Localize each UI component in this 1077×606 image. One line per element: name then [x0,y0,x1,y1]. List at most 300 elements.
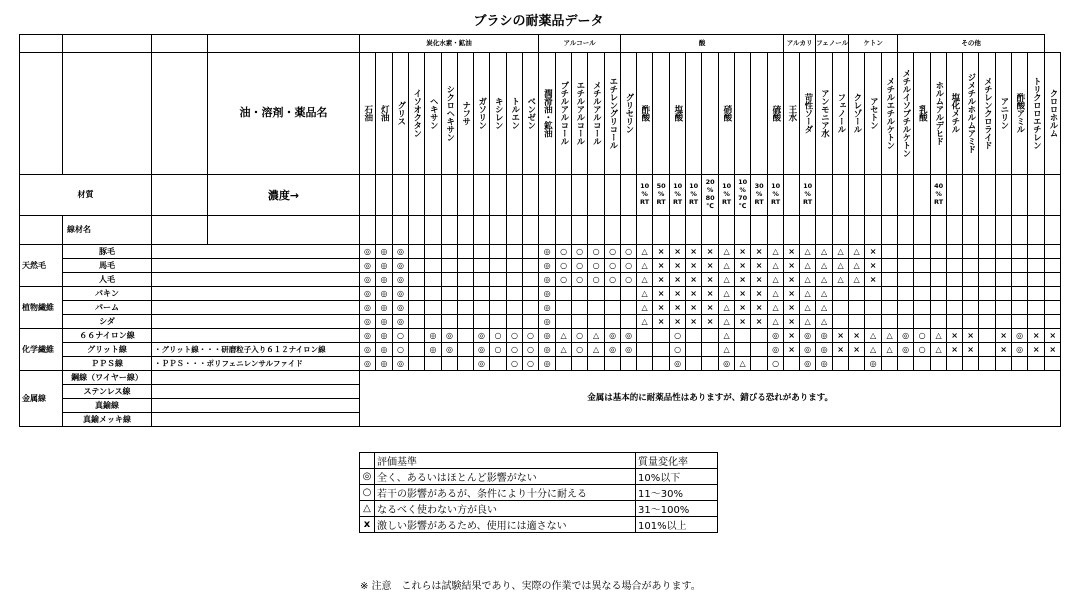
resistance-rating: × [702,287,719,301]
resistance-rating: ○ [523,343,539,357]
concentration-cell: 10 % RT [670,175,686,216]
chemical-column-header [947,53,963,175]
resistance-rating: △ [556,343,572,357]
blank-cell [556,216,572,245]
concentration-cell: 20 % 80 ℃ [702,175,719,216]
resistance-rating: × [686,315,702,329]
resistance-rating [1012,245,1028,259]
resistance-rating: △ [816,315,833,329]
chemical-name: ブチルアルコール [558,80,569,145]
wire-note [152,329,360,343]
concentration-cell: 10 % RT [719,175,735,216]
wire-note [152,301,360,315]
chemical-name: グリセリン [623,92,634,133]
header-blank-cell [20,35,63,53]
resistance-rating [996,287,1012,301]
resistance-rating [1045,315,1061,329]
resistance-rating: ◎ [539,301,556,315]
resistance-rating: △ [931,329,947,343]
resistance-rating: ○ [507,343,523,357]
resistance-rating: × [833,329,849,343]
blank-cell [784,216,800,245]
resistance-rating [605,301,621,315]
resistance-rating: ○ [572,273,588,287]
chemical-column-header [751,53,768,175]
resistance-rating: ◎ [621,329,637,343]
resistance-rating: × [751,259,768,273]
resistance-rating: ○ [914,329,931,343]
chemical-column-header [702,53,719,175]
resistance-rating: ○ [393,343,409,357]
resistance-rating: △ [637,273,653,287]
resistance-rating: × [1045,343,1061,357]
resistance-rating: ◎ [539,357,556,371]
resistance-rating: △ [800,245,816,259]
header-blank-cell [63,53,152,175]
resistance-rating: △ [768,259,784,273]
resistance-rating [458,273,474,287]
chemical-column-header [490,53,507,175]
resistance-rating: × [963,343,979,357]
resistance-rating: △ [816,287,833,301]
resistance-rating: × [670,245,686,259]
material-category: 化学繊維 [20,329,63,371]
group-header: その他 [898,35,1045,53]
resistance-rating: ◎ [816,357,833,371]
blank-cell [670,216,686,245]
chemical-name: ホルムアルデヒド [933,80,944,145]
chemical-column-header [442,53,458,175]
resistance-rating: ◎ [360,287,376,301]
blank-cell [393,216,409,245]
resistance-rating [865,315,882,329]
resistance-rating: ◎ [360,343,376,357]
wire-name: パキン [63,287,152,301]
group-header: アルカリ [784,35,816,53]
resistance-rating: △ [637,259,653,273]
table-row [20,371,1061,385]
resistance-rating: ○ [605,245,621,259]
blank-cell [1028,216,1045,245]
resistance-rating: ◎ [360,315,376,329]
chemical-name: クロロホルム [1047,88,1058,137]
resistance-rating [507,301,523,315]
header-blank-cell [20,216,63,245]
resistance-rating: △ [719,287,735,301]
resistance-rating [947,315,963,329]
resistance-rating [914,315,931,329]
resistance-rating [507,245,523,259]
resistance-rating [409,343,425,357]
resistance-rating [898,287,914,301]
resistance-rating [605,287,621,301]
resistance-rating [474,287,490,301]
wire-name: グリット線 [63,343,152,357]
resistance-rating: × [686,259,702,273]
resistance-rating: ◎ [474,343,490,357]
material-category: 金属線 [20,371,63,427]
concentration-cell [784,175,800,216]
resistance-rating [947,357,963,371]
resistance-rating: × [1045,329,1061,343]
chemical-name: ガソリン [476,96,487,129]
resistance-rating [979,357,996,371]
chemical-name: キシレン [493,96,504,129]
resistance-rating [556,301,572,315]
resistance-rating [442,287,458,301]
concentration-cell [458,175,474,216]
resistance-rating: ◎ [376,329,393,343]
resistance-rating: ◎ [360,329,376,343]
legend-row [360,485,718,501]
resistance-rating [931,245,947,259]
chemical-name: トリクロロエチレン [1031,76,1042,149]
concentration-cell [425,175,442,216]
concentration-cell [376,175,393,216]
resistance-rating [979,315,996,329]
resistance-rating: △ [588,329,605,343]
resistance-rating [458,357,474,371]
resistance-rating [556,315,572,329]
resistance-rating: ○ [605,273,621,287]
resistance-rating: ○ [768,357,784,371]
resistance-rating [979,259,996,273]
resistance-rating [914,301,931,315]
resistance-rating: ○ [507,329,523,343]
resistance-rating [833,315,849,329]
resistance-rating [653,343,670,357]
chemical-name: 酢酸 [639,104,650,121]
chemical-name: メチルエチルケトン [884,76,895,149]
resistance-rating: × [702,259,719,273]
wire-name: 真鍮メッキ線 [63,413,152,427]
chemical-name: クレゾール [851,92,862,133]
chemical-name-row [20,53,1061,175]
wire-name: 豚毛 [63,245,152,259]
legend-header-row [360,453,718,469]
resistance-rating: × [653,315,670,329]
group-header: 炭化水素・鉱油 [360,35,539,53]
resistance-rating [882,315,898,329]
resistance-rating [1012,259,1028,273]
concentration-cell [816,175,833,216]
resistance-rating: △ [833,273,849,287]
blank-cell [898,216,914,245]
resistance-rating: ◎ [539,259,556,273]
resistance-rating [914,287,931,301]
resistance-rating: △ [865,329,882,343]
resistance-rating [833,301,849,315]
resistance-rating [882,287,898,301]
resistance-rating [442,259,458,273]
resistance-rating [1045,357,1061,371]
resistance-rating [914,357,931,371]
resistance-rating [996,273,1012,287]
resistance-rating [621,357,637,371]
resistance-rating: △ [833,259,849,273]
resistance-rating: ◎ [539,273,556,287]
blank-cell [621,216,637,245]
blank-cell [588,216,605,245]
resistance-rating: ◎ [898,343,914,357]
resistance-rating [979,329,996,343]
resistance-rating: ◎ [376,301,393,315]
resistance-rating [702,343,719,357]
wire-note [152,273,360,287]
resistance-rating: ◎ [474,329,490,343]
legend-description: なるべく使わない方が良い [375,501,636,517]
legend-row [360,517,718,533]
concentration-cell [621,175,637,216]
resistance-rating: △ [800,315,816,329]
wire-note: ・グリット線・・・研磨粒子入り６１２ナイロン線 [152,343,360,357]
resistance-rating: △ [931,343,947,357]
resistance-rating: × [849,343,865,357]
resistance-rating [882,245,898,259]
header-blank-cell [20,53,63,175]
resistance-rating [1028,315,1045,329]
resistance-rating: △ [719,273,735,287]
chemical-column-header [931,53,947,175]
resistance-rating [979,287,996,301]
resistance-rating: × [670,287,686,301]
chemical-column-header [507,53,523,175]
resistance-rating [979,245,996,259]
resistance-rating [1012,315,1028,329]
resistance-rating [425,259,442,273]
resistance-rating [523,259,539,273]
table-row [20,301,1061,315]
chemical-column-header [996,53,1012,175]
resistance-rating: ◎ [816,343,833,357]
resistance-rating: ◎ [800,329,816,343]
resistance-rating [653,329,670,343]
header-blank-cell [152,35,208,53]
resistance-rating: × [784,301,800,315]
resistance-rating: △ [800,287,816,301]
header-blank-cell [152,175,208,216]
resistance-rating: ○ [588,273,605,287]
chemical-column-header [914,53,931,175]
wire-note [152,385,360,399]
chemical-name: 硝酸 [721,104,732,121]
resistance-rating: ◎ [800,357,816,371]
resistance-rating [898,259,914,273]
header-blank-cell [63,35,152,53]
resistance-rating [425,315,442,329]
resistance-rating [931,301,947,315]
concentration-cell [996,175,1012,216]
resistance-rating: ◎ [425,329,442,343]
concentration-cell: 10 % RT [800,175,816,216]
chemical-name: メチレンクロライド [982,76,993,149]
resistance-rating [458,301,474,315]
wire-name: 鋼線（ワイヤー線） [63,371,152,385]
resistance-rating: ○ [556,273,572,287]
resistance-rating: × [996,343,1012,357]
chemical-name: シクロヘキサン [444,84,455,141]
resistance-rating [507,315,523,329]
chemical-column-header [588,53,605,175]
resistance-rating: × [751,315,768,329]
resistance-rating [605,357,621,371]
blank-cell [523,216,539,245]
resistance-rating [1045,245,1061,259]
resistance-rating: × [784,245,800,259]
resistance-rating: ◎ [539,315,556,329]
resistance-rating [702,357,719,371]
resistance-rating [1012,357,1028,371]
concentration-cell [605,175,621,216]
resistance-rating: ○ [556,245,572,259]
resistance-rating [931,259,947,273]
resistance-rating [621,315,637,329]
blank-cell [865,216,882,245]
resistance-rating [996,301,1012,315]
resistance-rating: △ [849,273,865,287]
resistance-rating: ◎ [360,273,376,287]
resistance-rating: × [653,287,670,301]
resistance-rating [458,315,474,329]
legend-rate: 10%以下 [636,469,718,485]
resistance-rating: ◎ [393,259,409,273]
resistance-rating: ○ [572,259,588,273]
resistance-rating: △ [800,273,816,287]
resistance-rating [996,315,1012,329]
resistance-rating: △ [816,245,833,259]
resistance-rating: ◎ [376,273,393,287]
concentration-cell [849,175,865,216]
blank-cell [539,216,556,245]
chemical-column-header [849,53,865,175]
chemical-name: 乳酸 [917,104,928,121]
resistance-rating: ◎ [376,287,393,301]
chemical-column-header [963,53,979,175]
resistance-rating [686,343,702,357]
concentration-cell [360,175,376,216]
legend-rate: 11～30% [636,485,718,501]
chemical-column-header [833,53,849,175]
resistance-rating: × [735,259,751,273]
group-header: アルコール [539,35,621,53]
blank-cell [605,216,621,245]
resistance-rating: ◎ [360,245,376,259]
resistance-rating: × [1028,343,1045,357]
resistance-rating: △ [865,343,882,357]
resistance-rating: ○ [914,343,931,357]
resistance-rating [474,315,490,329]
resistance-rating: × [686,301,702,315]
resistance-rating: ○ [523,329,539,343]
legend-row [360,501,718,517]
resistance-rating: ◎ [442,343,458,357]
resistance-rating: × [996,329,1012,343]
resistance-rating: △ [637,315,653,329]
chemical-name: メチルイソブチルケトン [900,68,911,157]
resistance-rating: ◎ [376,343,393,357]
resistance-rating [653,357,670,371]
wire-note [152,315,360,329]
resistance-rating: × [735,315,751,329]
resistance-rating [572,357,588,371]
group-header: ケトン [849,35,898,53]
resistance-rating: ◎ [393,357,409,371]
concentration-cell [507,175,523,216]
resistance-rating: ○ [556,259,572,273]
resistance-rating: ○ [605,259,621,273]
table-row [20,259,1061,273]
chemical-name: 潤滑油・鉱油 [542,88,553,137]
resistance-rating: × [670,315,686,329]
chemical-column-header [784,53,800,175]
wire-note [152,287,360,301]
resistance-rating [735,343,751,357]
resistance-rating [621,301,637,315]
resistance-rating [458,329,474,343]
resistance-rating: × [947,343,963,357]
resistance-rating [931,287,947,301]
blank-cell [409,216,425,245]
blank-cell [947,216,963,245]
chemical-column-header [474,53,490,175]
concentration-label: 濃度→ [208,175,360,216]
blank-cell [882,216,898,245]
legend-description: 激しい影響があるため、使用には適さない [375,517,636,533]
blank-cell [572,216,588,245]
resistance-rating: ○ [670,343,686,357]
blank-cell [442,216,458,245]
resistance-rating [1045,259,1061,273]
wire-name: シダ [63,315,152,329]
blank-cell [376,216,393,245]
legend-symbol: ◎ [360,469,375,485]
resistance-rating [425,357,442,371]
resistance-rating [963,273,979,287]
chemical-name: 苛性ソーダ [802,92,813,133]
resistance-rating: × [784,273,800,287]
resistance-rating [507,259,523,273]
resistance-rating [1045,287,1061,301]
resistance-rating [523,301,539,315]
resistance-rating: ○ [588,259,605,273]
resistance-rating: × [702,245,719,259]
resistance-rating [458,259,474,273]
resistance-rating [1028,273,1045,287]
resistance-rating [425,287,442,301]
resistance-rating [442,357,458,371]
resistance-rating [523,315,539,329]
blank-cell [360,216,376,245]
resistance-rating [882,273,898,287]
chemical-column-header [360,53,376,175]
resistance-rating [490,357,507,371]
resistance-rating: ◎ [474,357,490,371]
resistance-rating [474,273,490,287]
category-header-row [20,35,1061,53]
resistance-rating [523,287,539,301]
resistance-rating [588,357,605,371]
chemical-column-header [1012,53,1028,175]
resistance-rating: ○ [572,329,588,343]
chemical-column-header [1028,53,1045,175]
resistance-rating [931,357,947,371]
resistance-rating: ◎ [621,343,637,357]
resistance-rating [523,273,539,287]
concentration-cell [1045,175,1061,216]
resistance-rating [963,287,979,301]
table-row [20,287,1061,301]
concentration-row [20,175,1061,216]
